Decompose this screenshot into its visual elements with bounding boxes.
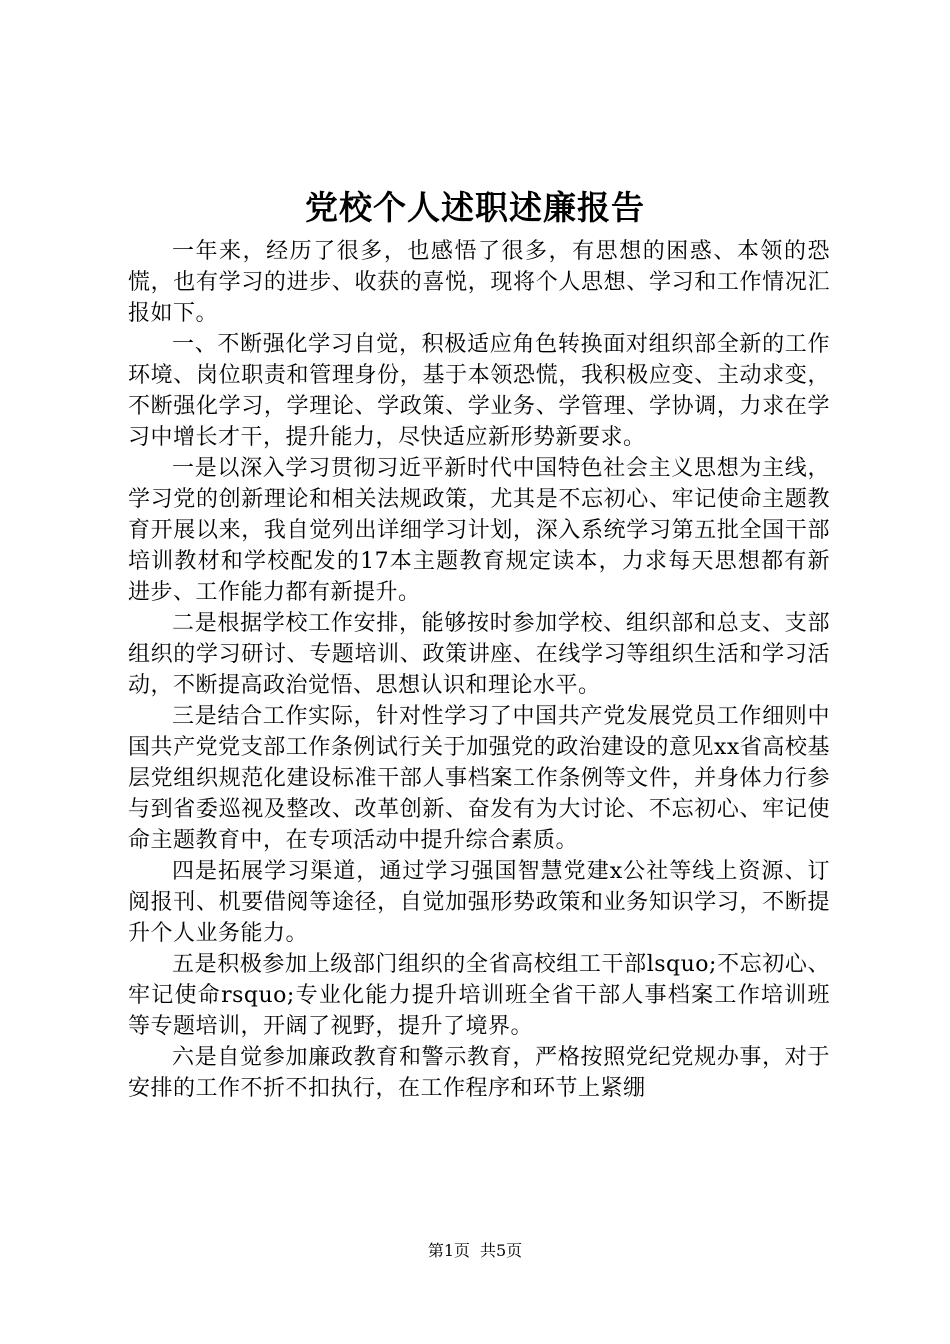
page-footer: [0, 1240, 950, 1262]
paragraph-item-four: 四是拓展学习渠道，通过学习强国智慧党建x公社等线上资源、订阅报刊、机要借阅等途径，自觉加强形势政策和业务知识学习，不断提升个人业务能力。: [128, 859, 830, 946]
paragraph-item-five: 五是积极参加上级部门组织的全省高校组工干部lsquo;不忘初心、牢记使命rsquo;专业化能力提升培训班全省干部人事档案工作培训班等专题培训，开阔了视野，提升了境界。: [128, 952, 830, 1039]
paragraph-item-two: 二是根据学校工作安排，能够按时参加学校、组织部和总支、支部组织的学习研讨、专题培训、政策讲座、在线学习等组织生活和学习活动，不断提高政治觉悟、思想认识和理论水平。: [128, 611, 830, 698]
page-number-total: 共5页: [480, 1241, 523, 1260]
page-number-current: 第1页: [427, 1241, 470, 1260]
paragraph-item-six: 六是自觉参加廉政教育和警示教育，严格按照党纪党规办事，对于安排的工作不折不扣执行，在工作程序和环节上紧绷: [128, 1045, 830, 1101]
paragraph-intro: 一年来，经历了很多，也感悟了很多，有思想的困惑、本领的恐慌，也有学习的进步、收获的喜悦，现将个人思想、学习和工作情况汇报如下。: [128, 239, 830, 326]
document-title: 党校个人述职述廉报告: [305, 188, 645, 227]
paragraph-item-one: 一是以深入学习贯彻习近平新时代中国特色社会主义思想为主线，学习党的创新理论和相关法规政策，尤其是不忘初心、牢记使命主题教育开展以来，我自觉列出详细学习计划，深入系统学习第五批全国干部培训教材和学校配发的17本主题教育规定读本，力求每天思想都有新进步、工作能力都有新提升。: [128, 456, 830, 605]
paragraph-item-three: 三是结合工作实际，针对性学习了中国共产党发展党员工作细则中国共产党党支部工作条例试行关于加强党的政治建设的意见xx省高校基层党组织规范化建设标准干部人事档案工作条例等文件，并身体力行参与到省委巡视及整改、改革创新、奋发有为大讨论、不忘初心、牢记使命主题教育中，在专项活动中提升综合素质。: [128, 704, 830, 853]
document-body: [128, 236, 830, 1104]
paragraph-section-one: 一、不断强化学习自觉，积极适应角色转换面对组织部全新的工作环境、岗位职责和管理身份，基于本领恐慌，我积极应变、主动求变，不断强化学习，学理论、学政策、学业务、学管理、学协调，力求在学习中增长才干，提升能力，尽快适应新形势新要求。: [128, 332, 830, 450]
